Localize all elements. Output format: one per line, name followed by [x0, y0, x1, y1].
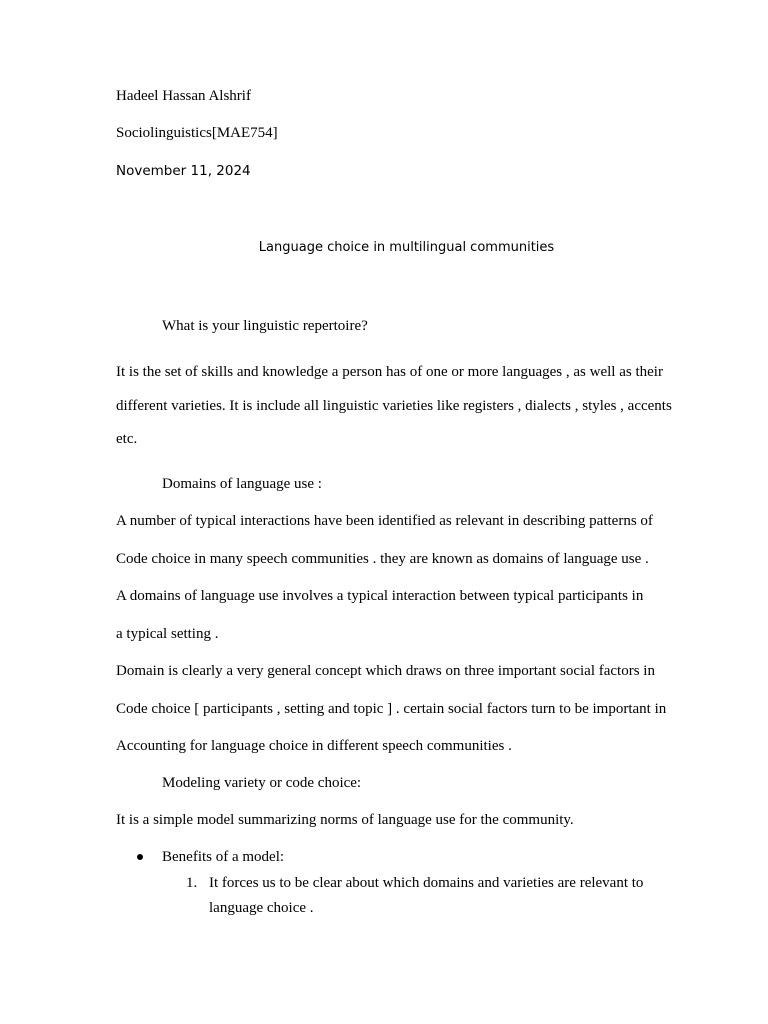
- paragraph-line: Domain is clearly a very general concept which draws on three important social factors in: [116, 663, 655, 679]
- domains-heading: Domains of language use :: [162, 476, 322, 492]
- author-name: Hadeel Hassan Alshrif: [116, 88, 251, 104]
- paragraph-line: different varieties. It is include all linguistic varieties like registers , dialects , styles , accents: [116, 398, 672, 414]
- paragraph-line: A domains of language use involves a typical interaction between typical participants in: [116, 588, 644, 604]
- paragraph-line: Code choice [ participants , setting and topic ] . certain social factors turn to be important in: [116, 701, 667, 717]
- course-code: Sociolinguistics[MAE754]: [116, 125, 278, 141]
- document-title: Language choice in multilingual communities: [258, 240, 555, 255]
- paragraph-line: Accounting for language choice in different speech communities .: [116, 738, 512, 754]
- numbered-item-line: language choice .: [209, 900, 314, 916]
- paragraph-line: It is a simple model summarizing norms of language use for the community.: [116, 812, 574, 828]
- bullet-item: Benefits of a model:: [162, 849, 285, 865]
- paragraph-line: a typical setting .: [116, 626, 219, 642]
- paragraph-line: Code choice in many speech communities . they are known as domains of language use .: [116, 551, 649, 567]
- repertoire-heading: What is your linguistic repertoire?: [162, 318, 368, 334]
- paragraph-line: It is the set of skills and knowledge a person has of one or more languages , as well as their: [116, 364, 663, 380]
- document-date: November 11, 2024: [116, 163, 251, 179]
- numbered-item-line: It forces us to be clear about which domains and varieties are relevant to: [209, 875, 644, 891]
- paragraph-line: A number of typical interactions have been identified as relevant in describing patterns of: [116, 513, 653, 529]
- modeling-heading: Modeling variety or code choice:: [162, 775, 362, 791]
- bullet-icon: [137, 854, 143, 860]
- paragraph-line: etc.: [116, 431, 138, 447]
- list-number: 1.: [186, 875, 198, 891]
